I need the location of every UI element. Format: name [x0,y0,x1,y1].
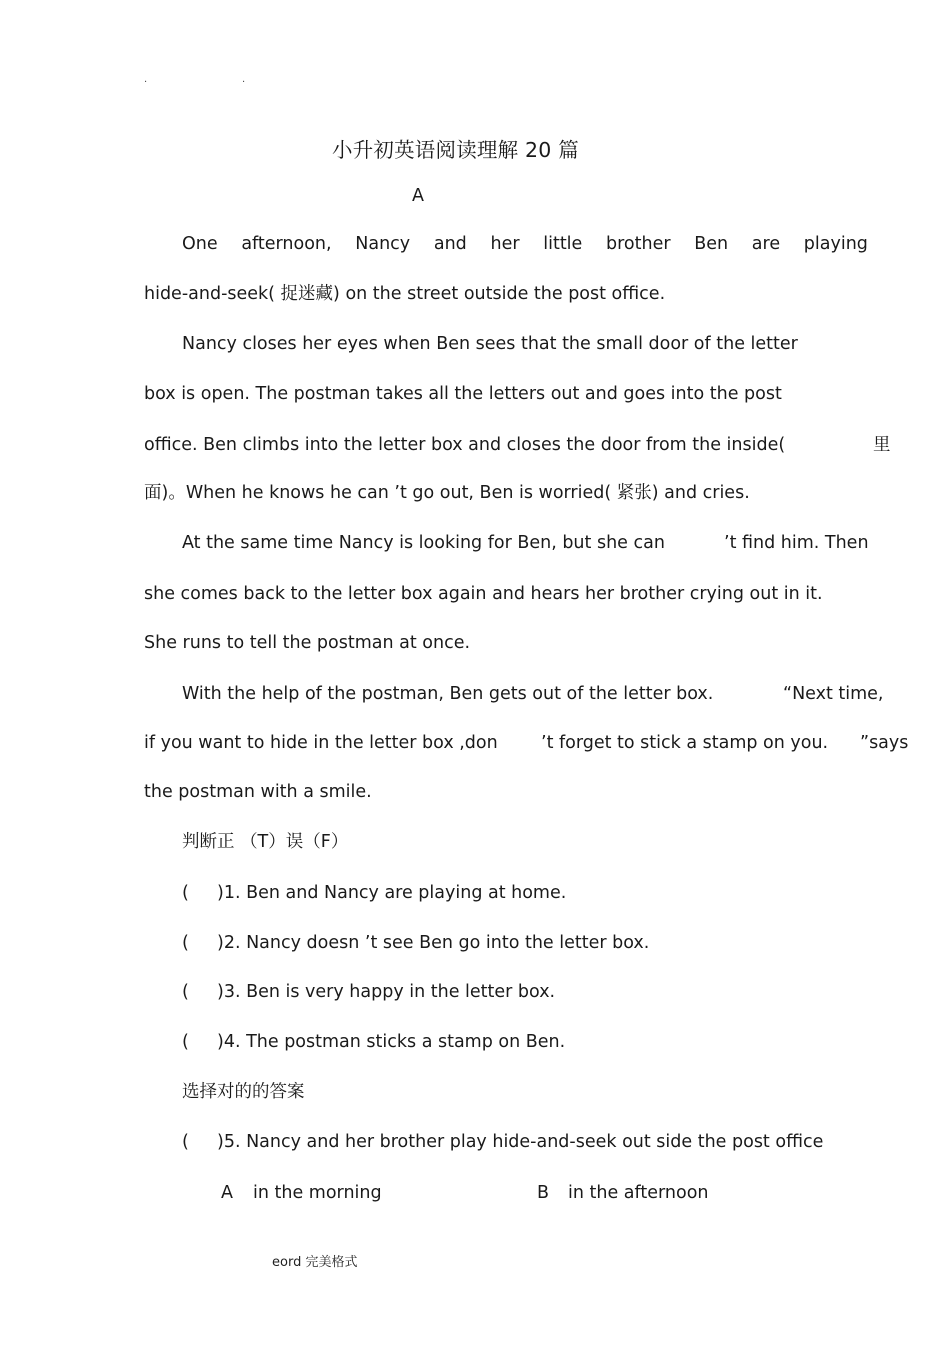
question-4: )4. The postman sticks a stamp on Ben. [217,1032,566,1052]
passage-word: little [543,234,583,254]
question-5: )5. Nancy and her brother play hide-and-seek out side the post office [217,1132,824,1152]
passage-line-7b: ’t find him. Then [724,533,869,553]
passage-line-2: hide-and-seek( 捉迷藏) on the street outside the post office. [144,284,666,304]
passage-word: One [182,234,218,254]
option-a-letter: A [221,1183,233,1203]
answer-blank-3[interactable]: ( [182,982,189,1002]
tf-heading: 判断正 （T）误（F） [182,832,349,852]
passage-line-11b: ’t forget to stick a stamp on you. [541,733,829,753]
header-dot-left: . [144,74,148,85]
page-title: 小升初英语阅读理解 20 篇 [332,138,579,162]
passage-word: her [490,234,520,254]
option-a-text: in the morning [253,1183,382,1203]
option-b-letter: B [537,1183,550,1203]
passage-line-1 [182,234,868,254]
passage-line-5b: 里 [873,435,891,455]
question-1: )1. Ben and Nancy are playing at home. [217,883,567,903]
passage-line-7a: At the same time Nancy is looking for Ben, but she can [182,533,665,553]
option-b-text: in the afternoon [568,1183,709,1203]
header-dot-right: . [242,74,246,85]
passage-line-4: box is open. The postman takes all the letters out and goes into the post [144,384,782,404]
passage-line-3: Nancy closes her eyes when Ben sees that the small door of the letter [182,334,798,354]
passage-line-10a: With the help of the postman, Ben gets out of the letter box. [182,684,714,704]
passage-line-11a: if you want to hide in the letter box ,don [144,733,498,753]
footer-text: eord 完美格式 [272,1255,358,1270]
answer-blank-1[interactable]: ( [182,883,189,903]
passage-line-9: She runs to tell the postman at once. [144,633,471,653]
passage-line-6: 面)。When he knows he can ’t go out, Ben is worried( 紧张) and cries. [144,483,750,503]
answer-blank-4[interactable]: ( [182,1032,189,1052]
question-2: )2. Nancy doesn ’t see Ben go into the letter box. [217,933,650,953]
passage-word: brother [606,234,671,254]
passage-line-10b: “Next time, [783,684,884,704]
passage-word: afternoon, [241,234,332,254]
passage-word: playing [803,234,868,254]
passage-word: Nancy [355,234,411,254]
passage-line-8: she comes back to the letter box again and hears her brother crying out in it. [144,584,823,604]
mc-heading: 选择对的的答案 [182,1082,305,1102]
section-label: A [412,186,424,206]
passage-line-5a: office. Ben climbs into the letter box and closes the door from the inside( [144,435,786,455]
passage-line-11c: ”says [860,733,909,753]
passage-word: Ben [694,234,729,254]
passage-line-12: the postman with a smile. [144,782,372,802]
passage-word: and [433,234,467,254]
question-3: )3. Ben is very happy in the letter box. [217,982,556,1002]
passage-word: are [751,234,781,254]
answer-blank-5[interactable]: ( [182,1132,189,1152]
answer-blank-2[interactable]: ( [182,933,189,953]
